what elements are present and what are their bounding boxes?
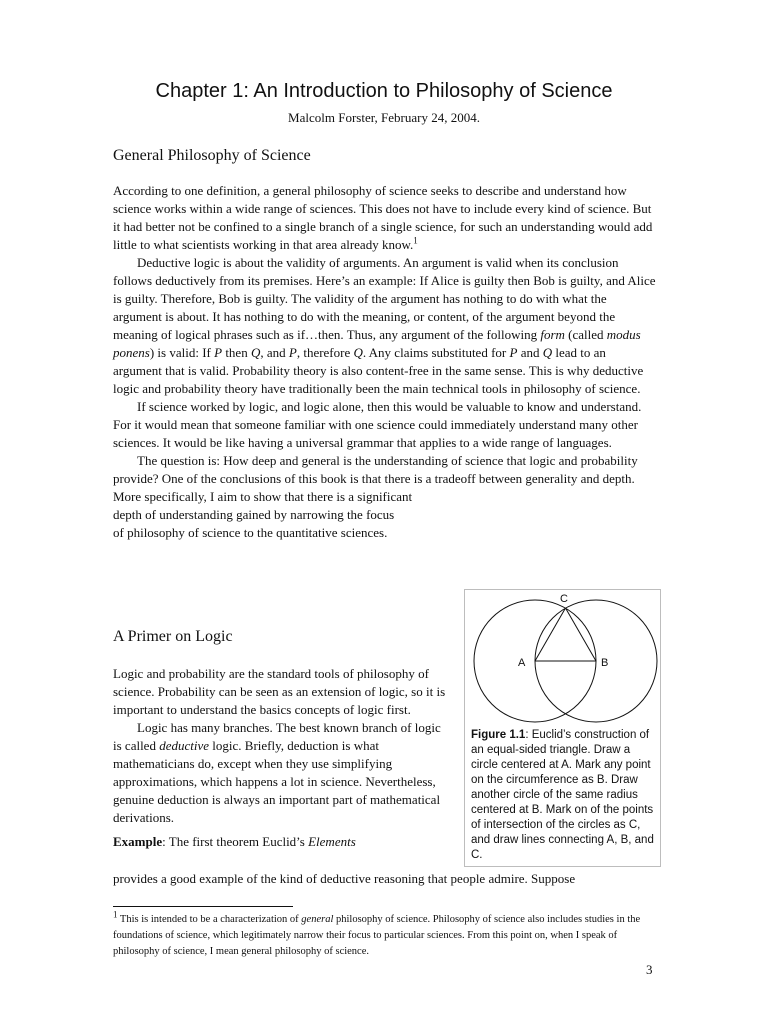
point-a-label: A <box>518 657 526 669</box>
figure-caption-label: Figure 1.1 <box>471 729 526 741</box>
section-heading-general: General Philosophy of Science <box>113 147 311 164</box>
page-number: 3 <box>646 962 653 977</box>
author-byline: Malcolm Forster, February 24, 2004. <box>288 110 480 125</box>
section-heading-primer: A Primer on Logic <box>113 628 233 645</box>
footnote-ref: 1 <box>413 235 418 246</box>
segment-ac <box>535 608 566 661</box>
point-b-label: B <box>601 657 609 669</box>
section-general-body <box>113 182 658 542</box>
page-title: Chapter 1: An Introduction to Philosophy of Science <box>155 80 613 102</box>
example-label: Example <box>113 834 163 849</box>
paragraph: Logic and probability are the standard tools of philosophy of science. Probability can be seen as an extension of logic, so it is important to understand the basics concepts of logic first. <box>113 666 446 717</box>
footnote-divider <box>113 906 293 907</box>
paragraph: Deductive logic is about the validity of arguments. An argument is valid when its conclusion follows deductively from its premises. Here’s an example: If Alice is guilty then Bob is guilty, and Alice is guilty. Therefore, Bob is guilty. The validity of the argument has nothing to do with what the argument is about. It has nothing to do with the meaning, or content, of the argument beyond the meaning of logical phrases such as if…then. Thus, any argument of the following form (called modus ponens) is valid: If P then Q, and P, therefore Q. Any claims substituted for P and Q lead to an argument that is valid. Probability theory is also content-free in the same sense. This is why deductive logic and probability theory have traditionally been the main technical tools in philosophy of science. <box>113 255 656 396</box>
paragraph: If science worked by logic, and logic alone, then this would be valuable to know and understand. For it would mean that someone familiar with one science could immediately understand many other sciences. It would be like having a universal grammar that applies to a wide range of languages. <box>113 399 642 450</box>
footnote: $^1$ This is intended to be a characterization of general philosophy of science. Philosophy of science also includes studies in the foundations of science, which legitimately narrow their focus to particular sciences. From this point on, when I speak of philosophy of science, I mean general philosophy of science. <box>113 909 641 957</box>
euclid-construction-diagram <box>465 590 662 730</box>
paragraph-line: provides a good example of the kind of deductive reasoning that people admire. Suppose <box>113 871 576 886</box>
paragraph: Logic has many branches. The best known branch of logic is called deductive logic. Briefly, deduction is what mathematicians do, except when they use simplifying approximations, which happens a lot in science. Nevertheless, genuine deduction is always an important part of mathematical derivations. <box>113 720 441 825</box>
figure-1-1 <box>464 589 661 867</box>
paragraph: The question is: How deep and general is the understanding of science that logic and probability provide? One of the conclusions of this book is that there is a tradeoff between generality and depth. More specifically, I aim to show that there is a significant <box>113 453 638 504</box>
paragraph-line: of philosophy of science to the quantitative sciences. <box>113 525 388 540</box>
segment-bc <box>566 608 597 661</box>
paragraph-line: depth of understanding gained by narrowing the focus <box>113 507 395 522</box>
footnote-marker: 1 <box>113 909 118 920</box>
figure-caption: Figure 1.1: Euclid’s construction of an equal-sided triangle. Draw a circle centered at A. Mark any point on the circumference as B. Draw another circle of the same radius centered at B. Mark on of the points of intersection of the circles as C, and draw lines connecting A, B, and C. <box>471 729 654 861</box>
point-c-label: C <box>560 593 568 605</box>
paragraph: According to one definition, a general philosophy of science seeks to describe and understand how science works within a wide range of sciences. This does not have to include every kind of science. But it had better not be confined to a single branch of a single science, for such an understanding would add little to what scientists working in that area already know.$^1$ <box>113 183 653 252</box>
example-line: Example: The first theorem Euclid’s Elements <box>113 834 356 849</box>
section-primer-body <box>113 665 448 851</box>
